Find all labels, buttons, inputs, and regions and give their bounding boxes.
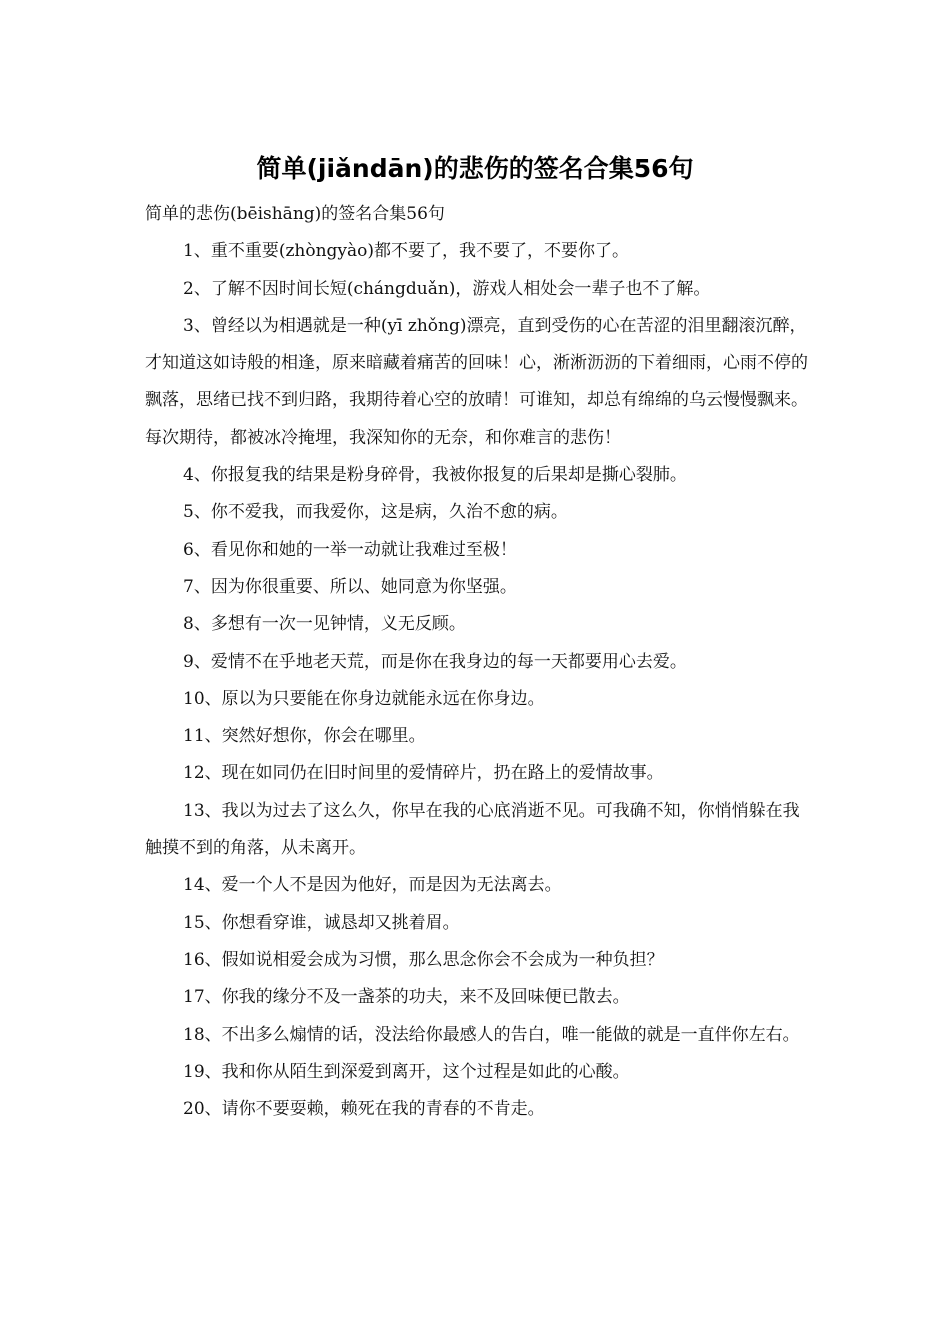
list-item: 13、我以为过去了这么久，你早在我的心底消逝不见。可我确不知，你悄悄躲在我触摸不到的角落，从未离开。	[145, 800, 800, 859]
list-item: 20、请你不要耍赖，赖死在我的青春的不肯走。	[183, 1099, 545, 1120]
document-title: 简单(jiǎndān)的悲伤的签名合集56句	[256, 154, 694, 183]
list-item: 6、看见你和她的一举一动就让我难过至极！	[183, 539, 517, 560]
document-body	[145, 196, 810, 1128]
list-item: 18、不出多么煽情的话，没法给你最感人的告白，唯一能做的就是一直伴你左右。	[183, 1024, 800, 1045]
list-item: 9、爱情不在乎地老天荒，而是你在我身边的每一天都要用心去爱。	[183, 651, 687, 672]
list-item: 10、原以为只要能在你身边就能永远在你身边。	[183, 688, 545, 709]
list-item: 2、了解不因时间长短(chángduǎn)，游戏人相处会一辈子也不了解。	[183, 278, 711, 299]
list-item: 17、你我的缘分不及一盏茶的功夫，来不及回味便已散去。	[183, 987, 630, 1008]
list-item: 14、爱一个人不是因为他好，而是因为无法离去。	[183, 875, 562, 896]
list-item: 5、你不爱我，而我爱你，这是病，久治不愈的病。	[183, 502, 568, 523]
list-item: 16、假如说相爱会成为习惯，那么思念你会不会成为一种负担？	[183, 949, 664, 970]
list-item: 11、突然好想你，你会在哪里。	[183, 726, 426, 747]
list-item: 1、重不重要(zhòngyào)都不要了，我不要了，不要你了。	[183, 241, 630, 262]
list-item: 3、曾经以为相遇就是一种(yī zhǒng)漂亮，直到受伤的心在苦涩的泪里翻滚沉醉，才知道这如诗般的相逢，原来暗藏着痛苦的回味！心，淅淅沥沥的下着细雨，心雨不停的飘落，思绪已找不到归路，我期待着心空的放晴！可谁知，却总有绵绵的乌云慢慢飘来。每次期待，都被冰冷掩埋，我深知你的无奈，和你难言的悲伤！	[145, 315, 808, 448]
list-item: 19、我和你从陌生到深爱到离开，这个过程是如此的心酸。	[183, 1061, 630, 1082]
list-item: 12、现在如同仍在旧时间里的爱情碎片，扔在路上的爱情故事。	[183, 763, 664, 784]
list-item: 8、多想有一次一见钟情，义无反顾。	[183, 614, 466, 635]
list-item: 4、你报复我的结果是粉身碎骨，我被你报复的后果却是撕心裂肺。	[183, 465, 687, 486]
list-item: 15、你想看穿谁，诚恳却又挑着眉。	[183, 912, 460, 933]
signature-list	[145, 233, 810, 1128]
document-subtitle: 简单的悲伤(bēishāng)的签名合集56句	[145, 204, 445, 224]
list-item: 7、因为你很重要、所以、她同意为你坚强。	[183, 576, 517, 597]
